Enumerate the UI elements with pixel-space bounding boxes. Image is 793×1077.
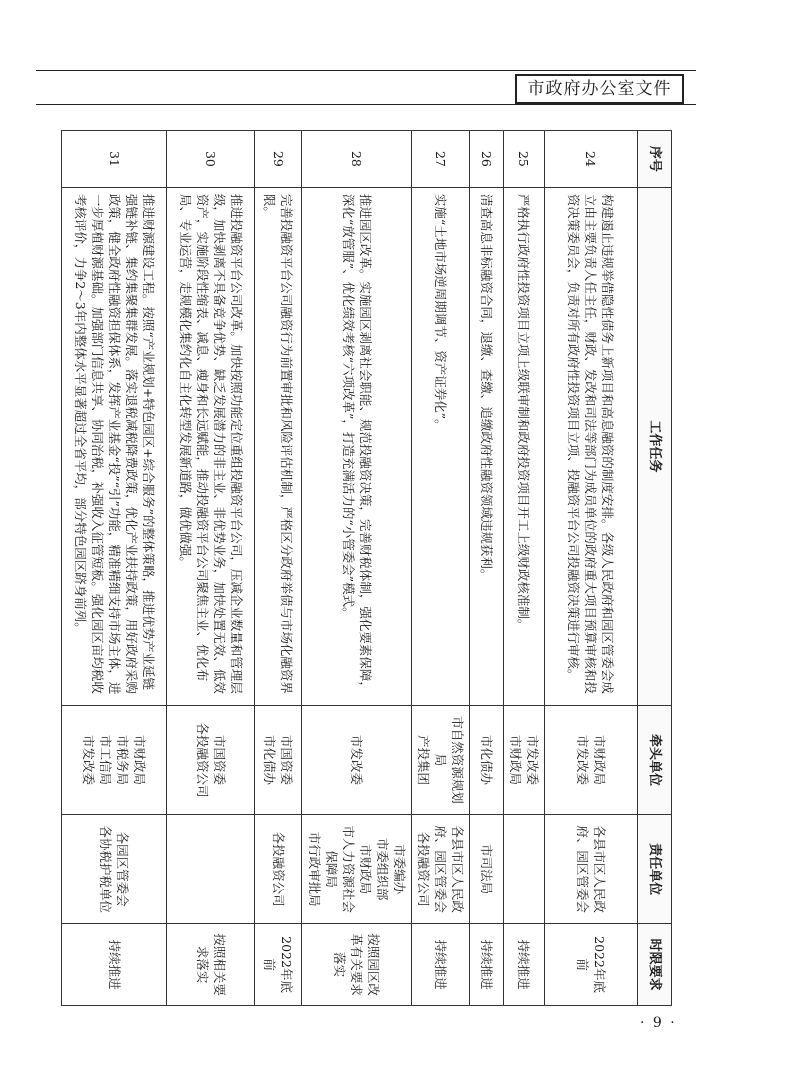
responsible-unit-cell: 各县市区人民政府、园区管委会 各投融资公司 [411,815,469,924]
task-cell: 推进投融资平台公司改革。加快按照功能定位重组投融资平台公司，压减企业数量和管理层级，加快剥离不具备竞争优势、缺乏发展潜力的非主业、非优势业务，加快处置无效、低效资产，实施阶段性缩表、减息、瘦身和长远赋能，推动投融资平台公司聚焦主业、优化布局、专业运营，走规模化集约化自主化转型发展新道路，做优做强。 [167,187,255,705]
table-header-row [638,131,672,1006]
column-header-deadline: 时限要求 [638,924,672,1006]
responsible-unit-cell: 市司法局 [469,815,503,924]
lead-unit-cell: 市化债办 [469,705,503,814]
task-cell: 推进园区改革。实施园区剥离社会职能、规范投融资决策，完善财税体制，强化要素保障，深化“放管服”、优化绩效考核“六项改革”，打造充满活力的“小管委会”模式。 [302,187,411,705]
deadline-cell: 按照相关要求落实 [167,924,255,1006]
deadline-cell: 持续推进 [62,924,167,1006]
column-header-lead: 牵头单位 [638,705,672,814]
lead-unit-cell: 市自然资源规划局 产投集团 [411,705,469,814]
task-cell: 推进财源建设工程。按照“产业规划+特色园区+综合服务”的整体策略，推进优势产业延链强链补链、集约集聚集群发展。落实退税减税降费政策，优化产业扶持政策，用好政府采购政策，健全政府性融资担保体系，发挥产业基金“投”“引”功能，精准精细支持市场主体，进一步厚植财源基础。加强部门信息共享、协同治税，补强收入征管短板。强化园区亩均税收考核评价，力争2～3年内整体水平显著超过全省平均，部分特色园区跻身前列。 [62,187,167,705]
task-cell: 完善投融资平台公司融资行为前置审批和风险评估机制，严格区分政府举债与市场化融资界限。 [255,187,302,705]
lead-unit-cell: 市发改委 [302,705,411,814]
row-number-cell: 30 [167,131,255,188]
page-number: · 9 · [640,1015,677,1031]
deadline-cell: 持续推进 [411,924,469,1006]
task-cell: 清查高息非标融资合同，退缴、查缴、追缴政府性融资领域违规获利。 [469,187,503,705]
lead-unit-cell: 市财政局 市发改委 [544,705,637,814]
deadline-cell: 2022年底前 [255,924,302,1006]
column-header-no: 序号 [638,131,672,188]
column-header-resp: 责任单位 [638,815,672,924]
table-row [503,131,544,1006]
table-body [62,131,638,1006]
row-number-cell: 29 [255,131,302,188]
responsible-unit-cell: 市委编办 市委组织部 市财政局 市人力资源社会保障局 市行政审批局 [302,815,411,924]
responsible-unit-cell [167,815,255,924]
responsible-unit-cell: 各园区管委会 各协税护税单位 [62,815,167,924]
task-table [61,130,672,1006]
row-number-cell: 26 [469,131,503,188]
lead-unit-cell: 市国资委 市化债办 [255,705,302,814]
lead-unit-cell: 市发改委 市财政局 [503,705,544,814]
lead-unit-cell: 市财政局 市税务局 市工信局 市发改委 [62,705,167,814]
header-rule-bottom [36,104,696,105]
task-cell: 严格执行政府性投资项目立项上级联审制和政府投资项目开工上级财政核准制。 [503,187,544,705]
deadline-cell: 持续推进 [469,924,503,1006]
deadline-cell: 按照园区改革有关要求落实 [302,924,411,1006]
row-number-cell: 24 [544,131,637,188]
responsible-unit-cell: 各县市区人民政府、园区管委会 [544,815,637,924]
rotated-table-wrapper [61,130,672,1006]
task-cell: 实施“土地市场逆周期调节、资产证券化”。 [411,187,469,705]
header-rule-top [36,70,696,71]
table-row [544,131,637,1006]
row-number-cell: 28 [302,131,411,188]
table-row [302,131,411,1006]
row-number-cell: 31 [62,131,167,188]
table-row [411,131,469,1006]
table-row [167,131,255,1006]
deadline-cell: 持续推进 [503,924,544,1006]
table-row [255,131,302,1006]
deadline-cell: 2022年底前 [544,924,637,1006]
table-row [469,131,503,1006]
lead-unit-cell: 市国资委 各投融资公司 [167,705,255,814]
responsible-unit-cell [503,815,544,924]
task-cell: 构建遏止违规举借隐性债务上新项目和高息融资的制度安排。各级人民政府和园区管委会成立由主要负责人任主任，财政、发改和司法等部门为成员单位的政府重大项目预算审核和投资决策委员会，负责对所有政府性投资项目立项、投融资平台公司投融资决策进行审核。 [544,187,637,705]
row-number-cell: 27 [411,131,469,188]
column-header-task: 工作任务 [638,187,672,705]
row-number-cell: 25 [503,131,544,188]
responsible-unit-cell: 各投融资公司 [255,815,302,924]
table-row [62,131,167,1006]
document-type-label: 市政府办公室文件 [515,74,684,104]
